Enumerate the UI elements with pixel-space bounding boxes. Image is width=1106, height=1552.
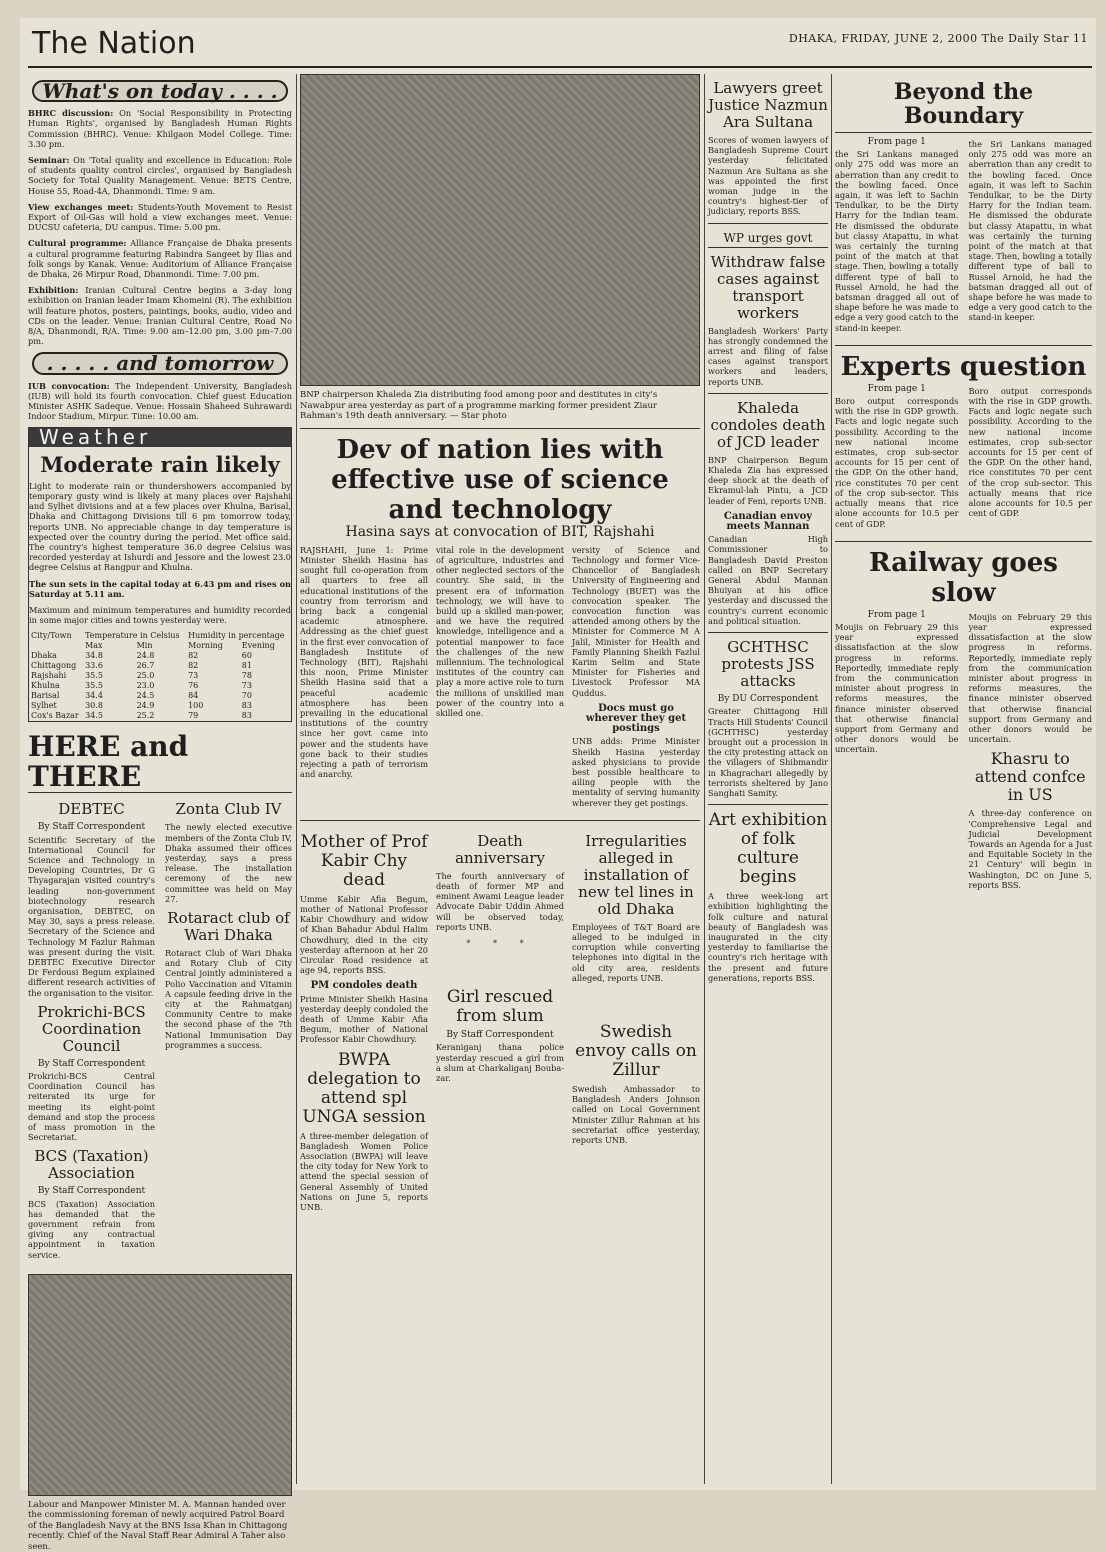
- today-item: Cultural programme: Alliance Française de Dhaka presents a cultural programme featuring Rabindra Sangeet by Ilias and folk songs by Kanak. Venue: Auditorium of Alliance Française de Dhaka, 26 Mirpur Road, Dhanmondi. Time: 7.00 pm.: [28, 238, 293, 280]
- swedish-text: Swedish Ambassador to Bangladesh Anders Johnson called on Local Government Minister Zillur Rahman at his secretariat office yesterday, reports UNB.: [572, 1084, 700, 1146]
- tomorrow-item: IUB convocation: The Independent University, Bangladesh (IUB) will hold its fourth convocation. Chief guest Education Minister ASHK Sadeque. Venue: Hossain Shaheed Suhrawardi Indoor Stadium, Mirpur. Time: 10.00 am.: [28, 380, 292, 422]
- dateline: DHAKA, FRIDAY, JUNE 2, 2000 The Daily Star 11: [788, 32, 1088, 45]
- lawyers-text: Scores of women lawyers of Bangladesh Supreme Court yesterday felicitated Nazmun Ara Sultana as she was appointed the first woman judge in the country's highest-tier of judiciary, reports BSS.: [708, 135, 828, 217]
- railway-head: Railway goes slow: [869, 547, 1058, 608]
- column-rule: [296, 74, 297, 1484]
- wp-text: Bangladesh Workers' Party has strongly condemned the arrest and filing of false cases against transport workers and leaders, reports UNB.: [708, 325, 828, 387]
- wp-head2: Withdraw false cases against transport workers: [710, 252, 826, 322]
- masthead: [28, 26, 1092, 68]
- weather-band: Weather: [29, 428, 291, 446]
- lower-columns: [300, 827, 700, 1218]
- canadian-head: Canadian envoy meets Mannan: [723, 510, 813, 533]
- railway-text: Moujis on February 29 this year expressed dissatisfaction at the slow progress in reforms. Reportedly, immediate reply from the communication minister about progress in reforms measures, the finance minister observed that otherwise financial support from Germany and other donors would be uncertain.: [835, 621, 959, 755]
- lead-text: vital role in the development of agriculture, industries and other neglected sectors of the country. She said, in the present era of information technology, we will have to build up a skilled man-power, and we have the required knowledge, intelligence and a potential manpower to face the challenges of the new millennium. The technological institutes of the country can play a more active role to turn the millions of unskilled man power of the country into a skilled one.: [436, 544, 564, 718]
- death-text: The fourth anniversary of death of former MP and eminent Awami League leader Advocate Dabir Uddin Ahmed will be observed today, reports UNB.: [436, 870, 564, 932]
- debtec-text: Scientific Secretary of the International Council for Science and Technology in Developing Countries, Dr G Thyagarajan visited country's leading non-government biotechnology research organisation, DEBTEC, on May 30, says a press release. Secretary of the Science and Technology M Fazlur Rahman was present during the visit. DEBTEC Executive Director Dr Ferdousi Begum explained different research activities of the organisation to the visitor.: [28, 834, 155, 998]
- photo-caption: Labour and Manpower Minister M. A. Mannan handed over the commissioning foreman of newly acquired Patrol Board of the Bangladesh Navy at the BNS Issa Khan in Chittagong recently. Chief of the Naval Staff Rear Admiral A Taher also seen.: [28, 1499, 288, 1552]
- lead-headline: Dev of nation lies with effective use of science and technology: [331, 434, 669, 525]
- beyond-head: Beyond the Boundary: [835, 80, 1092, 133]
- gchthsc-head: GCHTHSC protests JSS attacks: [721, 638, 815, 691]
- newspaper-page: [20, 18, 1096, 1552]
- mother-text: Umme Kabir Afia Begum, mother of National Professor Kabir Chowdhury and widow of Khan Bahadur Abdul Halim Chowdhury, died in the city yesterday afternoon at her 20 Circular Road residence at age 94, reports BSS.: [300, 893, 428, 976]
- khaleda-text: BNP Chairperson Begum Khaleda Zia has expressed deep shock at the death of Ekramul-lah Pintu, a JCD leader of Feni, reports UNB.: [708, 454, 828, 506]
- and-tomorrow-banner: . . . . . and tomorrow: [32, 352, 288, 374]
- weather-headline: Moderate rain likely: [40, 451, 280, 477]
- table-row: Dhaka 34.8 24.8 82 60: [31, 651, 252, 661]
- weather-body: Light to moderate rain or thundershowers accompanied by temporary gusty wind is likely at many places over Rajshahi and Sylhet divisions and at a few places over Khulna, Barisal, Dhaka and Chittagong Divisions till 6 pm tomorrow today, reports UNB. No appreciable change in day temperature is expected over the country during the period. Met office said. The country's highest temperature 36.0 degree Celsius was recorded yesterday at Ishurdi and Jessore and the lowest 23.0 degree Celsius at Rangpur and Khulna.: [29, 480, 291, 573]
- lead-text: versity of Science and Technology and former Vice-Chancellor of Bangladesh University of Engineering and Technology (BUET) was the convocation speaker. The convocation function was attended among others by the Minister for Commerce M A Jalil, Minister for Health and Family Planning Sheikh Fazlul Karim Selim and State Minister for Fisheries and Livestock Professor MA Quddus.: [572, 544, 700, 698]
- here-and-there-title: HERE and THERE: [28, 732, 292, 793]
- photo-caption: BNP chairperson Khaleda Zia distributing food among poor and destitutes in city's Nawabpur area yesterday as part of a programme marking former president Ziaur Rahman's 19th death anniversary. — Star photo: [300, 390, 658, 421]
- prokrichi-head: Prokrichi-BCS Coordination Council: [37, 1002, 146, 1055]
- rotaract-head: Rotaract club of Wari Dhaka: [167, 908, 290, 944]
- weather-box: [28, 427, 292, 722]
- girl-head: Girl rescued from slum: [446, 987, 554, 1027]
- today-item: Exhibition: Iranian Cultural Centre begins a 3-day long exhibition on Iranian leader Imam Khomeini (R). The exhibition will feature photos, posters, paintings, books, audio, video and CDs on the leader. Venue: Iranian Cultural Centre, Road No 8/A, Dhanmondi, R/A. Time: 9.00 am–12.00 pm, 3.00 pm–7.00 pm.: [28, 285, 292, 347]
- byline: By Staff Correspondent: [446, 1030, 554, 1041]
- bcs-text: BCS (Taxation) Association has demanded that the government refrain from giving any contractual appointment in taxation service.: [28, 1198, 155, 1260]
- railway-text-cont: Moujis on February 29 this year expressed dissatisfaction at the slow progress in reforms. Reportedly, immediate reply from the communication minister about progress in reforms measures, the finance minister observed that otherwise financial support from Germany and other donors would be uncertain.: [968, 611, 1092, 745]
- here-there-columns: [28, 795, 292, 1266]
- center-column: [300, 74, 700, 1484]
- debtec-head: DEBTEC: [58, 800, 125, 819]
- rotaract-text: Rotaract Club of Wari Dhaka and Rotary Club of City Central jointly administered a Polio Vaccination and Vitamin A capsule feeding drive in the city at the Rahmatganj Community Centre to make the second phase of the 7th National Immunisation Day programmes a success.: [165, 947, 292, 1050]
- experts-text-cont: Boro output corresponds with the rise in GDP growth. Facts and logic negate such possibility. According to the new national income estimates, crop sub-sector accounts for 15 per cent of the GDP. On the other hand, rice constitutes 70 per cent of the crop sub-sector. This actually means that rice alone accounts for 10.5 per cent of GDP.: [968, 385, 1092, 519]
- weather-table: City/Town Temperature in Celsius Humidity in percentage Max Min Morning Evening Dhaka 34.8 24.8 82 60 Chittagong 33.6 26.7 82 81 Rajshahi 35.5 25.0 73 78 Khulna 35.5 23.0 76 73 Barisal 34.4 24.5 84 70 Sylhet 30.8 24.9 100 83 Cox's Bazar 34.5 25.2 79 83: [29, 631, 291, 721]
- right-column: Beyond the Boundary From page 1 the Sri Lankans managed only 275 odd was more an aberration than any credit to the bowling faced. Once again, it was left to Sachin Tendulkar, to be the Dirty Harry for the Indian team. He dismissed the obdurate but classy Atapattu, in what was certainly the turning point of the match at that stage. Then, bowling a totally different type of ball to Russel Arnold, he had the batsman dragged all out of shape before he was made to edge a very good catch to the stand-in keeper. the Sri Lankans managed only 275 odd was more an aberration than any credit to the bowling faced. Once again, it was left to Sachin Tendulkar, to be the Dirty Harry for the Indian team. He dismissed the obdurate but classy Atapattu, in what was certainly the turning point of the match at that stage. Then, bowling a totally different type of ball to Russel Arnold, he had the batsman dragged all out of shape before he was made to edge a very good catch to the stand-in keeper. Experts question From page 1 Boro output corresponds with the rise in GDP growth. Facts and logic negate such possibility. According to the new national income estimates, crop sub-sector accounts for 15 per cent of the GDP. On the other hand, rice constitutes 70 per cent of the crop sub-sector. This actually means that rice alone accounts for 10.5 per cent of GDP. Boro output corresponds with the rise in GDP growth. Facts and logic negate such possibility. According to the new national income estimates, crop sub-sector accounts for 15 per cent of the GDP. On the other hand, rice constitutes 70 per cent of the crop sub-sector. This actually means that rice alone accounts for 10.5 per cent of GDP. Railway goes slow From page 1 Moujis on February 29 this year expressed dissatisfaction at the slow progress in reforms. Reportedly, immediate reply from the communication minister about progress in reforms measures, the finance minister observed that otherwise financial support from Germany and other donors would be uncertain. Moujis on February 29 this year expressed dissatisfaction at the slow progress in reforms. Reportedly, immediate reply from the communication minister about progress in reforms measures, the finance minister observed that otherwise financial support from Germany and other donors would be uncertain. Khasru to attend confce in US A three-day conference on 'Comprehensive Legal and Judicial Development Towards an Agenda for a Just and Equitable Society in the 21 Century' will begin in Washington, DC on June 5, reports BSS.: [835, 79, 1092, 890]
- narrow-column: [708, 74, 828, 1484]
- section-title: The Nation: [32, 26, 196, 61]
- bcs-head: BCS (Taxation) Association: [34, 1147, 149, 1183]
- swedish-head: Swedish envoy calls on Zillur: [575, 1022, 697, 1080]
- experts-text: Boro output corresponds with the rise in GDP growth. Facts and logic negate such possibility. According to the new national income estimates, crop sub-sector accounts for 15 per cent of the GDP. On the other hand, rice constitutes 70 per cent of the crop sub-sector. This actually means that rice alone accounts for 10.5 per cent of GDP.: [835, 396, 959, 529]
- weather-table-intro: Maximum and minimum temperatures and humidity recorded in some major cities and towns yesterday were.: [29, 604, 291, 626]
- mother-head: Mother of Prof Kabir Chy dead: [300, 831, 428, 890]
- khasru-head: Khasru to attend confce in US: [974, 749, 1086, 805]
- beyond-text-cont: the Sri Lankans managed only 275 odd was more an aberration than any credit to the bowling faced. Once again, it was left to Sachin Tendulkar, to be the Dirty Harry for the Indian team. He dismissed the obdurate but classy Atapattu, in what was certainly the turning point of the match at that stage. Then, bowling a totally different type of ball to Russel Arnold, he had the batsman dragged all out of shape before he was made to edge a very good catch to the stand-in keeper.: [968, 139, 1092, 323]
- irregularities-text: Employees of T&T Board are alleged to be indulged in corruption while converting telephones into digital in the old city area, residents alleged, reports UNB.: [572, 921, 700, 983]
- lawyers-head: Lawyers greet Justice Nazmun Ara Sultana: [708, 79, 828, 131]
- byline: By DU Correspondent: [717, 694, 819, 705]
- byline: By Staff Correspondent: [37, 1058, 146, 1069]
- byline: By Staff Correspondent: [37, 822, 146, 833]
- column-rule: [704, 74, 705, 1484]
- lead-columns: [300, 543, 700, 814]
- docs-subhead: Docs must go wherever they get postings: [585, 702, 687, 735]
- prokrichi-text: Prokrichi-BCS Central Coordination Council has reiterated its urge for meeting its eight-point demand and stop the process of mass promotion in the Secretariat.: [28, 1070, 155, 1143]
- khasru-text: A three-day conference on 'Comprehensive Legal and Judicial Development Towards an Agenda for a Just and Equitable Society in the 21 Century' will begin in Washington, DC on June 5, reports BSS.: [968, 808, 1092, 890]
- bwpa-head: BWPA delegation to attend spl UNGA session: [302, 1049, 426, 1127]
- column-rule: [831, 74, 832, 1484]
- navy-photo: [28, 1274, 292, 1496]
- lead-deck: Hasina says at convocation of BIT, Rajshahi: [345, 523, 655, 540]
- today-item: BHRC discussion: On 'Social Responsibility in Protecting Human Rights', organised by Bangladesh Human Rights Commission (BHRC). Venue: Khilgaon Model College. Time: 3.30 pm.: [28, 108, 292, 149]
- byline: By Staff Correspondent: [37, 1186, 146, 1197]
- separator: * * *: [466, 938, 534, 948]
- table-row: Khulna 35.5 23.0 76 73: [31, 681, 252, 691]
- canadian-text: Canadian High Commissioner to Bangladesh David Preston called on BNP Secretary General Abdul Mannan Bhuiyan at his office yesterday and discussed the country's current economic and political situation.: [708, 534, 828, 626]
- wp-head: WP urges govt: [708, 230, 828, 248]
- khaleda-photo: [300, 74, 700, 386]
- left-column: [28, 74, 293, 1552]
- table-row: Chittagong 33.6 26.7 82 81: [31, 661, 252, 671]
- experts-head: Experts question: [840, 351, 1087, 382]
- table-row: Cox's Bazar 34.5 25.2 79 83: [31, 711, 252, 721]
- bwpa-text: A three-member delegation of Bangladesh Women Police Association (BWPA) will leave the city today for New York to attend the special session of General Assembly of United Nations on June 5, reports UNB.: [300, 1130, 428, 1213]
- art-head: Art exhibition of folk culture begins: [708, 810, 828, 888]
- today-item: Seminar: On 'Total quality and excellence in Education: Role of students quality control circles', organised by Bangladesh Society for Total Quality Management. Venue: BETS Centre, House 55, Road-4A, Dhanmondi. Time: 9 am.: [28, 155, 292, 196]
- docs-text: UNB adds: Prime Minister Sheikh Hasina yesterday asked physicians to provide best possible healthcare to ailing people with the mentality of serving humanity wherever they get postings.: [572, 736, 700, 808]
- pm-text: Prime Minister Sheikh Hasina yesterday deeply condoled the death of Umme Kabir Afia Begum, mother of National Professor Kabir Chowdhury.: [300, 993, 428, 1045]
- art-text: A three week-long art exhibition highlighting the folk culture and natural beauty of Bangladesh was inaugurated in the city yesterday to familiarise the country's rich heritage with the present and future generations, reports BSS.: [708, 891, 828, 983]
- pm-head: PM condoles death: [310, 980, 418, 992]
- whats-on-today-banner: What's on today . . . .: [32, 80, 288, 102]
- weather-sun: The sun sets in the capital today at 6.43 pm and rises on Saturday at 5.11 am.: [29, 578, 291, 599]
- zonta-text: The newly elected executive members of the Zonta Club IV, Dhaka assumed their offices yesterday, says a press release. The installation ceremony of the new committee was held on May 27.: [165, 822, 292, 904]
- khaleda-head: Khaleda condoles death of JCD leader: [710, 398, 826, 451]
- table-row: Barisal 34.4 24.5 84 70: [31, 691, 252, 701]
- table-row: Rajshahi 35.5 25.0 73 78: [31, 671, 252, 681]
- lead-text: RAJSHAHI, June 1: Prime Minister Sheikh Hasina has sought full co-operation from all quarters to free all educational institutions of the country from terrorism and bring back a congenial academic atmosphere. Addressing as the chief guest in the first ever convocation of Bangladesh Institute of Technology (BIT), Rajshahi this noon, Prime Minister Sheikh Hasina said that a peaceful academic atmosphere has been prevailing in the educational institutions of the country since her govt came into power and the students have gone back to their studies rejecting a path of terrorism and anarchy.: [300, 544, 428, 780]
- today-item: View exchanges meet: Students-Youth Movement to Resist Export of Oil-Gas will hold a view exchanges meet. Venue: DUCSU cafeteria, DU campus. Time: 5.00 pm.: [28, 201, 293, 233]
- girl-text: Keraniganj thana police yesterday rescued a girl from a slum at Charkaliganj Bouba-zar.: [436, 1042, 564, 1084]
- death-head: Death anniversary: [455, 831, 545, 867]
- zonta-head: Zonta Club IV: [175, 800, 282, 819]
- gchthsc-text: Greater Chittagong Hill Tracts Hill Students' Council (GCHTHSC) yesterday brought out a procession in the city protesting attack on the villagers of Shibmandir in Khagrachari allegedly by terrorists sheltered by Jano Sanghati Samity.: [708, 706, 828, 798]
- table-row: Sylhet 30.8 24.9 100 83: [31, 701, 252, 711]
- beyond-text: the Sri Lankans managed only 275 odd was more an aberration than any credit to the bowling faced. Once again, it was left to Sachin Tendulkar, to be the Dirty Harry for the Indian team. He dismissed the obdurate but classy Atapattu, in what was certainly the turning point of the match at that stage. Then, bowling a totally different type of ball to Russel Arnold, he had the batsman dragged all out of shape before he was made to edge a very good catch to the stand-in keeper.: [835, 149, 959, 333]
- irregularities-head: Irregularities alleged in installation of new tel lines in old Dhaka: [578, 831, 694, 918]
